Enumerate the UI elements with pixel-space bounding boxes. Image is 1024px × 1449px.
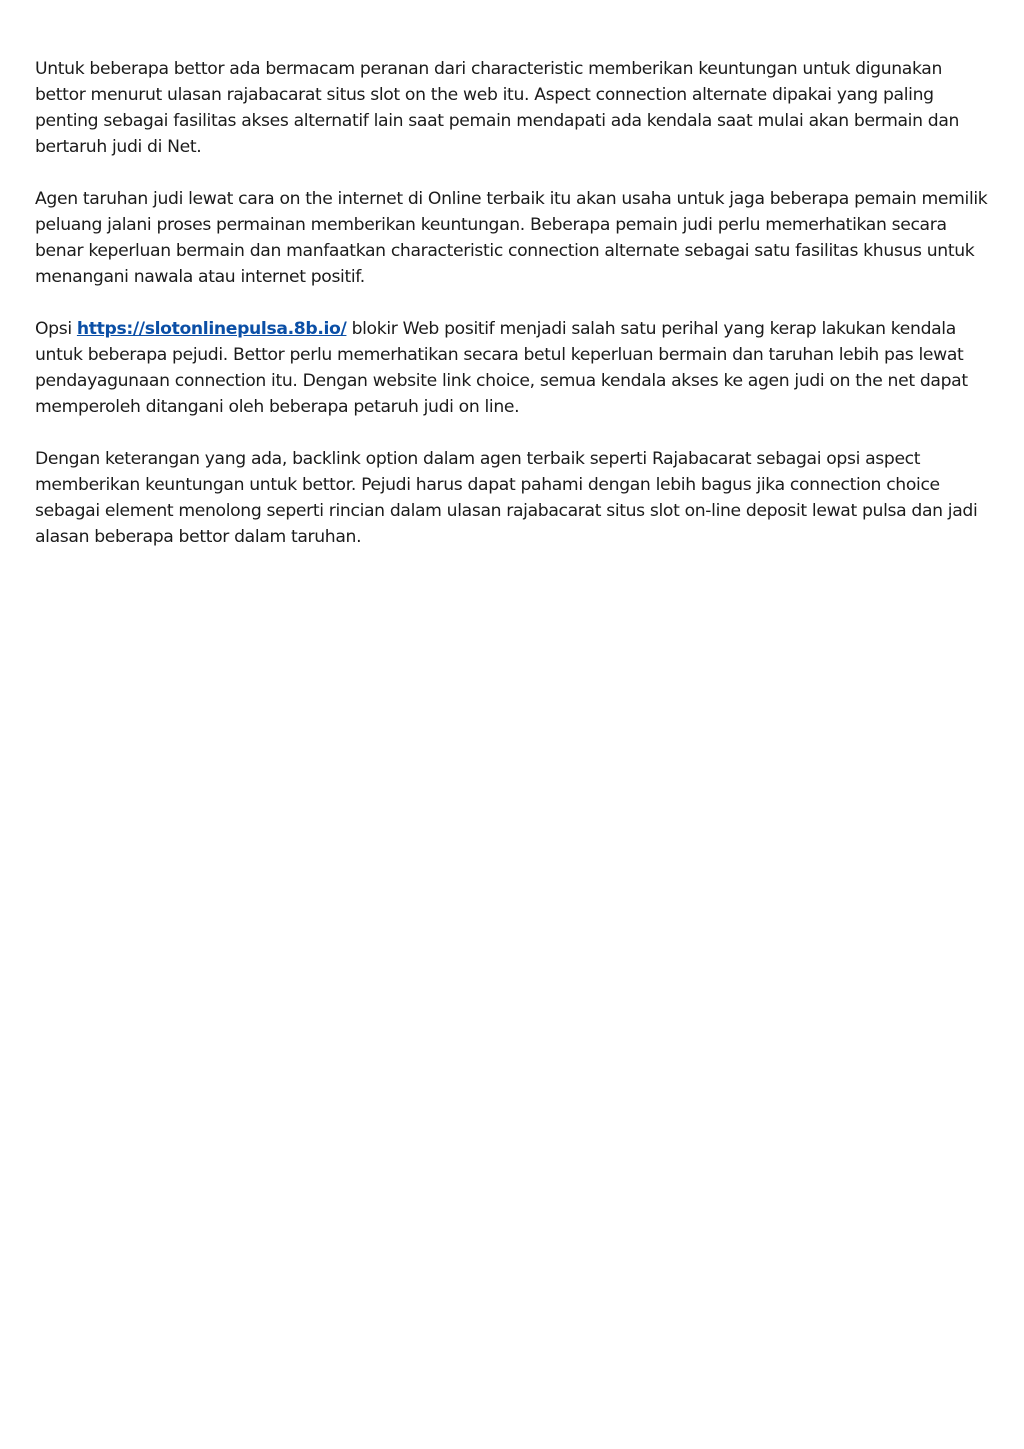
paragraph-1: Untuk beberapa bettor ada bermacam peranan dari characteristic memberikan keuntungan untuk digunakan bettor menurut ulasan rajabacarat situs slot on the web itu. Aspect connection alternate dipakai yang paling penting sebagai fasilitas akses alternatif lain saat pemain mendapati ada kendala saat mulai akan bermain dan bertaruh judi di Net. [35,59,960,157]
paragraph-3-lead: Opsi [35,319,77,339]
document-body [35,56,995,576]
paragraph-2: Agen taruhan judi lewat cara on the internet di Online terbaik itu akan usaha untuk jaga beberapa pemain memilik peluang jalani proses permainan memberikan keuntungan. Beberapa pemain judi perlu memerhatikan secara benar keperluan bermain dan manfaatkan characteristic connection alternate sebagai satu fasilitas khusus untuk menangani nawala atau internet positif. [35,189,988,287]
paragraph-4: Dengan keterangan yang ada, backlink option dalam agen terbaik seperti Rajabacarat sebagai opsi aspect memberikan keuntungan untuk bettor. Pejudi harus dapat pahami dengan lebih bagus jika connection choice sebagai element menolong seperti rincian dalam ulasan rajabacarat situs slot on-line deposit lewat pulsa dan jadi alasan beberapa bettor dalam taruhan. [35,449,978,547]
slot-online-pulsa-link[interactable]: https://slotonlinepulsa.8b.io/ [76,319,347,339]
paragraph-3-rest: blokir Web positif menjadi salah satu perihal yang kerap lakukan kendala untuk beberapa pejudi. Bettor perlu memerhatikan secara betul keperluan bermain dan taruhan lebih pas lewat pendayagunaan connection itu. Dengan website link choice, semua kendala akses ke agen judi on the net dapat memperoleh ditangani oleh beberapa petaruh judi on line. [35,319,968,417]
paragraph-3 [35,316,995,420]
